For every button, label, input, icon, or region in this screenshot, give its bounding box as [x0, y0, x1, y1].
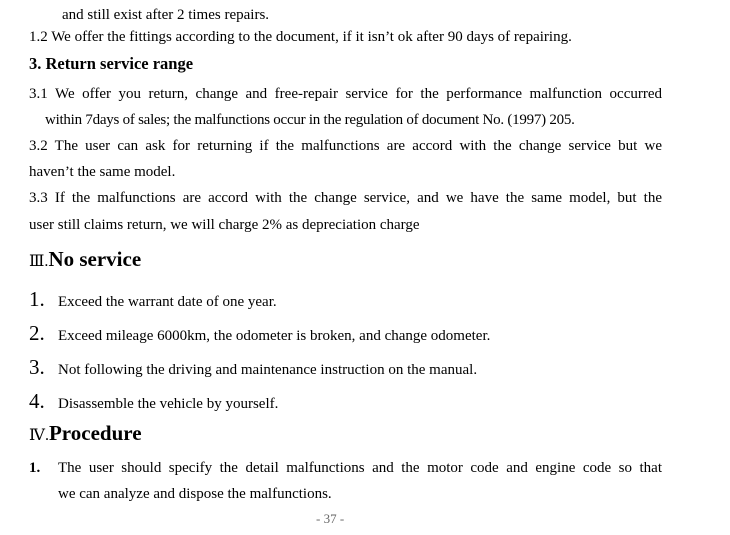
list-item	[29, 322, 490, 345]
return-service-heading: 3. Return service range	[29, 54, 194, 73]
list-item-number: 3.	[29, 355, 45, 379]
procedure-item-1-line-2: we can analyze and dispose the malfunctions.	[58, 486, 332, 502]
section-title: No service	[48, 247, 142, 271]
list-item	[29, 356, 477, 379]
list-item-text: Disassemble the vehicle by yourself.	[58, 396, 279, 412]
section-title: Procedure	[48, 421, 142, 445]
list-item	[29, 288, 277, 311]
procedure-item-number: 1.	[29, 460, 41, 476]
list-item-text: Not following the driving and maintenance instruction on the manual.	[58, 362, 478, 378]
section-roman-numeral: Ⅳ.	[29, 427, 49, 444]
list-item	[29, 390, 278, 413]
warranty-item-1-2: 1.2 We offer the fittings according to the document, if it isn’t ok after 90 days of repairing.	[29, 29, 572, 45]
procedure-item-1-line-1: The user should specify the detail malfunctions and the motor code and engine code so that	[58, 460, 662, 476]
list-item-number: 4.	[29, 389, 45, 413]
list-item-number: 1.	[29, 287, 45, 311]
section-roman-numeral: Ⅲ.	[29, 253, 49, 270]
list-item-number: 2.	[29, 321, 45, 345]
return-item-3-2-line-2: haven’t the same model.	[29, 164, 176, 180]
page-number: - 37 -	[316, 511, 345, 526]
return-item-3-1-line-2: within 7days of sales; the malfunctions occur in the regulation of document No. (1997) 205.	[45, 112, 575, 128]
return-item-3-1-line-1: 3.1 We offer you return, change and free-repair service for the performance malfunction occurred	[29, 86, 662, 102]
no-service-heading	[29, 247, 141, 274]
warranty-continued-line: and still exist after 2 times repairs.	[62, 7, 270, 23]
return-item-3-2-line-1: 3.2 The user can ask for returning if the malfunctions are accord with the change service but we	[29, 138, 662, 154]
list-item-text: Exceed mileage 6000km, the odometer is broken, and change odometer.	[58, 328, 491, 344]
procedure-heading	[29, 421, 142, 448]
return-item-3-3-line-2: user still claims return, we will charge 2% as depreciation charge	[29, 217, 420, 233]
return-item-3-3-line-1: 3.3 If the malfunctions are accord with the change service, and we have the same model, but the	[29, 190, 662, 206]
list-item-text: Exceed the warrant date of one year.	[58, 294, 277, 310]
